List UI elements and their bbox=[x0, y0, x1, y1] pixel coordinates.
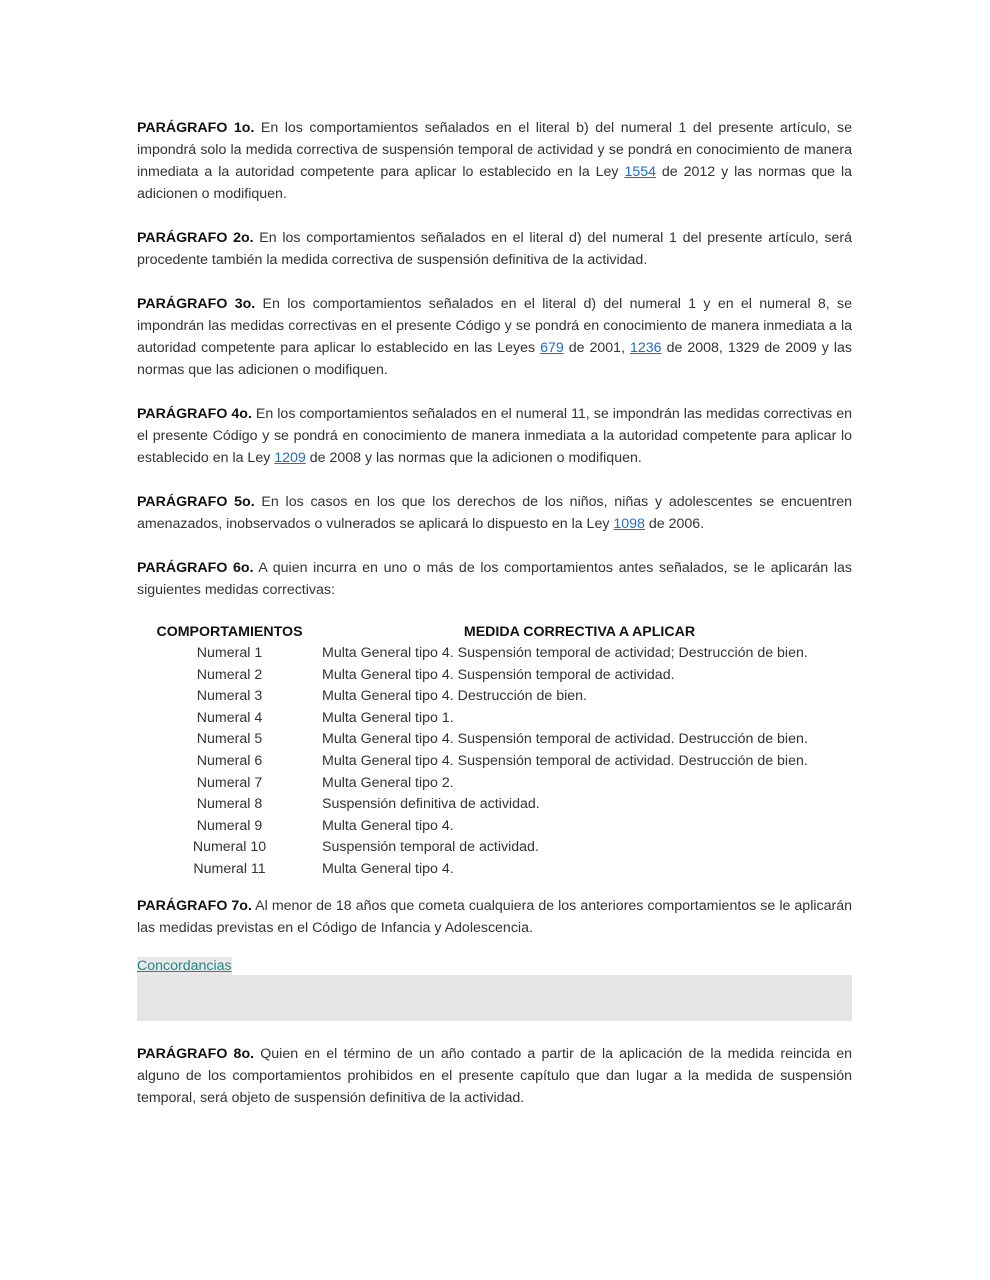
paragraph-text: En los comportamientos señalados en el numeral 11, se impondrán las medidas correctivas en el presente Código y se pondrá en conocimiento de manera inmediata a la autoridad competente para aplicar lo establecido en la Ley bbox=[137, 406, 852, 466]
numeral-cell: Numeral 3 bbox=[196, 688, 263, 705]
column-header-comportamientos: COMPORTAMIENTOS bbox=[156, 624, 303, 640]
paragraph-5 bbox=[137, 491, 852, 535]
numeral-cell: Numeral 7 bbox=[196, 774, 263, 791]
numeral-cell: Numeral 11 bbox=[193, 860, 266, 877]
measure-cell: Multa General tipo 4. Destrucción de bien. bbox=[322, 688, 587, 705]
law-link-1236[interactable]: 1236 bbox=[630, 340, 662, 356]
numeral-cell: Numeral 9 bbox=[196, 817, 263, 834]
paragraph-text: de 2001, bbox=[563, 340, 631, 356]
numeral-cell: Numeral 4 bbox=[196, 709, 263, 726]
table-row bbox=[137, 751, 837, 773]
law-link-1209[interactable]: 1209 bbox=[274, 450, 306, 466]
measure-cell: Multa General tipo 1. bbox=[322, 709, 454, 726]
paragraph-label: PARÁGRAFO 7o. bbox=[137, 897, 252, 914]
paragraph-label: PARÁGRAFO 2o. bbox=[137, 230, 254, 246]
paragraph-text: En los comportamientos señalados en el literal b) del numeral 1 del presente artículo, se impondrá solo la medida correctiva de suspensión temporal de actividad y se pondrá en conocimiento de manera inmediata a la autoridad competente para aplicar lo establecido en la Ley bbox=[137, 120, 852, 180]
law-link-1554[interactable]: 1554 bbox=[624, 164, 656, 180]
paragraph-4 bbox=[137, 403, 852, 469]
paragraph-label: PARÁGRAFO 6o. bbox=[137, 560, 254, 576]
paragraph-7 bbox=[137, 895, 852, 939]
corrective-measures-table bbox=[137, 621, 837, 881]
measure-cell: Multa General tipo 4. bbox=[322, 860, 454, 877]
paragraph-text: A quien incurra en uno o más de los comportamientos antes señalados, se le aplicarán las siguientes medidas correctivas: bbox=[137, 560, 852, 598]
table-body bbox=[137, 643, 837, 881]
table-row bbox=[137, 643, 837, 665]
measure-cell: Multa General tipo 4. Suspensión temporal de actividad. Destrucción de bien. bbox=[322, 752, 808, 769]
paragraph-label: PARÁGRAFO 3o. bbox=[137, 296, 256, 312]
table-row bbox=[137, 859, 837, 881]
numeral-cell: Numeral 1 bbox=[196, 645, 263, 661]
numeral-cell: Numeral 6 bbox=[196, 752, 263, 769]
paragraph-label: PARÁGRAFO 1o. bbox=[137, 120, 255, 136]
measure-cell: Multa General tipo 4. Suspensión temporal de actividad; Destrucción de bien. bbox=[322, 645, 808, 661]
paragraph-text: de 2012 y las normas que la adicionen o modifiquen. bbox=[137, 164, 852, 202]
paragraph-2 bbox=[137, 227, 852, 271]
measure-cell: Suspensión temporal de actividad. bbox=[322, 839, 539, 856]
measure-cell: Suspensión definitiva de actividad. bbox=[322, 796, 540, 813]
table-row bbox=[137, 794, 837, 816]
measure-cell: Multa General tipo 2. bbox=[322, 774, 454, 791]
paragraph-8 bbox=[137, 1043, 852, 1109]
paragraph-text: Quien en el término de un año contado a partir de la aplicación de la medida reincida en alguno de los comportamientos prohibidos en el presente capítulo que dan lugar a la medida de suspensión temporal, será objeto de suspensión definitiva de la actividad. bbox=[137, 1045, 852, 1106]
document-body bbox=[137, 117, 852, 1131]
table-row bbox=[137, 837, 837, 859]
concordancias-panel bbox=[137, 975, 852, 1021]
table-row bbox=[137, 773, 837, 795]
paragraph-text: de 2008, 1329 de 2009 y las normas que las adicionen o modifiquen. bbox=[137, 340, 852, 378]
paragraph-text: de 2008 y las normas que la adicionen o modifiquen. bbox=[305, 450, 642, 466]
numeral-cell: Numeral 10 bbox=[192, 839, 267, 856]
paragraph-label: PARÁGRAFO 4o. bbox=[137, 406, 252, 422]
column-header-medida: MEDIDA CORRECTIVA A APLICAR bbox=[463, 624, 696, 640]
measure-cell: Multa General tipo 4. bbox=[322, 817, 454, 834]
concordancias-link[interactable]: Concordancias bbox=[137, 957, 232, 974]
measure-cell: Multa General tipo 4. Suspensión temporal de actividad. bbox=[322, 666, 675, 683]
paragraph-label: PARÁGRAFO 8o. bbox=[137, 1045, 255, 1062]
paragraph-text: En los comportamientos señalados en el literal d) del numeral 1 del presente artículo, será procedente también la medida correctiva de suspensión definitiva de la actividad. bbox=[137, 230, 852, 268]
table-row bbox=[137, 665, 837, 687]
table-row bbox=[137, 729, 837, 751]
concordancias-section bbox=[137, 957, 852, 1021]
paragraph-text: En los casos en los que los derechos de los niños, niñas y adolescentes se encuentren amenazados, inobservados o vulnerados se aplicará lo dispuesto en la Ley bbox=[137, 494, 852, 532]
paragraph-text: Al menor de 18 años que cometa cualquiera de los anteriores comportamientos se le aplicarán las medidas previstas en el Código de Infancia y Adolescencia. bbox=[137, 897, 852, 936]
paragraph-text: de 2006. bbox=[644, 516, 705, 532]
numeral-cell: Numeral 2 bbox=[196, 666, 263, 683]
law-link-679[interactable]: 679 bbox=[540, 340, 564, 356]
paragraph-text: En los comportamientos señalados en el literal d) del numeral 1 y en el numeral 8, se impondrán las medidas correctivas en el presente Código y se pondrá en conocimiento de manera inmediata a la autoridad competente para aplicar lo establecido en las Leyes bbox=[137, 296, 852, 356]
table-row bbox=[137, 708, 837, 730]
law-link-1098[interactable]: 1098 bbox=[613, 516, 645, 532]
numeral-cell: Numeral 8 bbox=[196, 796, 263, 813]
table-row bbox=[137, 686, 837, 708]
table-row bbox=[137, 816, 837, 838]
paragraph-label: PARÁGRAFO 5o. bbox=[137, 494, 255, 510]
numeral-cell: Numeral 5 bbox=[196, 731, 263, 748]
paragraph-6 bbox=[137, 557, 852, 601]
table-header-row bbox=[137, 621, 837, 643]
paragraph-3 bbox=[137, 293, 852, 381]
measure-cell: Multa General tipo 4. Suspensión temporal de actividad. Destrucción de bien. bbox=[322, 731, 808, 748]
paragraph-1 bbox=[137, 117, 852, 205]
